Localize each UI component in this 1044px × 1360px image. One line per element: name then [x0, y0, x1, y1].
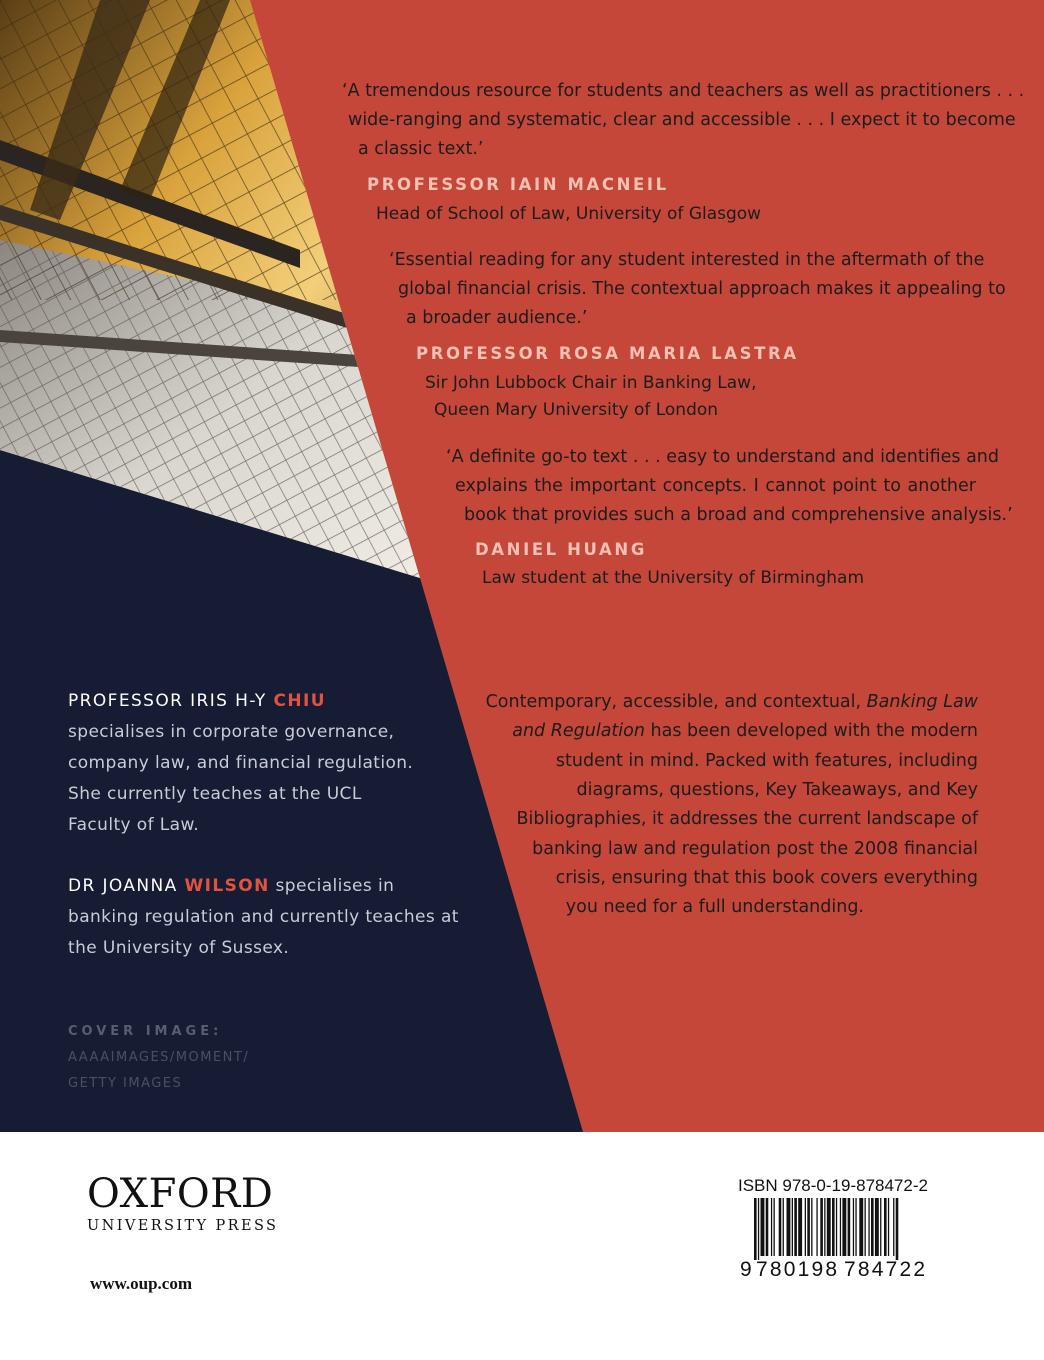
barcode-bar: [865, 1198, 866, 1256]
author-bio-line: banking regulation and currently teaches at: [68, 907, 459, 927]
quote-line: a broader audience.’: [406, 308, 588, 328]
author-bio-line: She currently teaches at the UCL: [68, 784, 362, 804]
reviewer-role: Head of School of Law, University of Glasgow: [376, 204, 762, 224]
blurb-line: banking law and regulation post the 2008 financial: [532, 839, 978, 859]
author-name: DR JOANNA: [68, 876, 185, 896]
author-bio-line: Faculty of Law.: [68, 815, 200, 835]
barcode-digit-lead: 9: [740, 1258, 752, 1281]
cover-credit-line: GETTY IMAGES: [68, 1076, 183, 1091]
barcode-bar: [783, 1198, 784, 1256]
reviewer-name: DANIEL HUANG: [475, 540, 647, 559]
barcode-bar: [758, 1198, 759, 1260]
barcode-bar: [824, 1198, 825, 1256]
blurb-line: [486, 688, 978, 717]
author-bio-line: the University of Sussex.: [68, 938, 290, 958]
barcode-digits: [740, 1258, 927, 1282]
barcode-bar: [787, 1198, 791, 1256]
quote-line: ‘A definite go-to text . . . easy to understand and identifies and: [446, 447, 1000, 467]
barcode-bar: [805, 1198, 806, 1256]
blurb-text: has been developed with the modern: [644, 721, 978, 741]
publisher-name: OXFORD: [87, 1171, 274, 1217]
barcode-bar: [779, 1198, 782, 1256]
author-name-line: [68, 871, 459, 902]
barcode-bar: [836, 1198, 837, 1256]
quote-line: ‘A tremendous resource for students and teachers as well as practitioners . . .: [342, 81, 1025, 101]
quote-line: wide-ranging and systematic, clear and accessible . . . I expect it to become: [348, 110, 1016, 130]
isbn-label: ISBN 978-0-19-878472-2: [738, 1176, 928, 1195]
cover-credit-line: AAAAIMAGES/MOMENT/: [68, 1050, 250, 1065]
blurb-line: student in mind. Packed with features, including: [555, 751, 978, 771]
blurb-line: crisis, ensuring that this book covers everything: [555, 868, 978, 888]
publisher-subname: UNIVERSITY PRESS: [87, 1218, 279, 1234]
barcode-bar: [888, 1198, 889, 1256]
barcode-bar: [827, 1198, 831, 1256]
barcode-bar: [840, 1198, 841, 1256]
review-quote: [389, 246, 1006, 333]
author-name-line: [68, 686, 413, 717]
barcode-bar: [816, 1198, 817, 1256]
barcode-digits-right: 784722: [844, 1258, 928, 1281]
author-bio: [68, 686, 413, 841]
author-bio-line: company law, and financial regulation.: [68, 753, 414, 773]
barcode-bar: [855, 1198, 856, 1256]
barcode-bar: [880, 1198, 881, 1256]
barcode-bar: [842, 1198, 846, 1256]
blurb-line: diagrams, questions, Key Takeaways, and Key: [576, 780, 978, 800]
blurb-line: [512, 717, 978, 746]
barcode-bar: [896, 1198, 899, 1260]
blurb-text: Contemporary, accessible, and contextual,: [485, 692, 867, 712]
barcode-bar: [761, 1198, 765, 1256]
barcode-bar: [893, 1198, 894, 1256]
book-title: and Regulation: [512, 721, 645, 741]
barcode-bar: [754, 1198, 757, 1260]
author-surname: CHIU: [273, 691, 326, 711]
quote-line: a classic text.’: [358, 139, 484, 159]
barcode-bar: [875, 1198, 879, 1256]
author-bio-line: specialises in corporate governance,: [68, 722, 395, 742]
barcode-bar: [832, 1198, 835, 1256]
review-quote: [446, 443, 1013, 530]
reviewer-role: Queen Mary University of London: [434, 400, 719, 420]
barcode-bar: [798, 1198, 802, 1256]
author-bio: [68, 871, 459, 964]
review-quote: [342, 77, 1025, 164]
oxford-university-press-logo: [87, 1172, 287, 1234]
barcode-bar: [794, 1198, 797, 1256]
author-name: PROFESSOR IRIS H-Y: [68, 691, 274, 711]
barcode-bar: [807, 1198, 810, 1256]
barcode-bar: [820, 1198, 823, 1256]
barcode-bar: [853, 1198, 854, 1256]
barcode-bar: [848, 1198, 851, 1256]
reviewer-name: PROFESSOR ROSA MARIA LASTRA: [416, 344, 799, 363]
barcode-bar: [884, 1198, 887, 1256]
barcode-bar: [766, 1198, 769, 1256]
publisher-url: www.oup.com: [90, 1274, 193, 1293]
reviewer-role: Law student at the University of Birmingham: [482, 568, 865, 588]
cover-credit-label: COVER IMAGE:: [68, 1024, 223, 1039]
reviewer-role: Sir John Lubbock Chair in Banking Law,: [425, 373, 757, 393]
quote-line: explains the important concepts. I cannot point to another: [455, 476, 976, 496]
quote-line: global financial crisis. The contextual approach makes it appealing to: [398, 279, 1006, 299]
barcode-bar: [868, 1198, 869, 1256]
barcode-bar: [792, 1198, 793, 1256]
barcode-icon: [740, 1198, 936, 1260]
barcode-bar: [771, 1198, 772, 1256]
quote-line: book that provides such a broad and comprehensive analysis.’: [464, 505, 1013, 525]
book-blurb: [485, 688, 978, 928]
quote-line: ‘Essential reading for any student interested in the aftermath of the: [389, 250, 985, 270]
barcode-bar: [871, 1198, 874, 1256]
barcode-bar: [811, 1198, 812, 1256]
blurb-line: you need for a full understanding.: [565, 897, 864, 917]
book-title: Banking Law: [866, 692, 978, 712]
author-surname: WILSON: [184, 876, 270, 896]
blurb-line: Bibliographies, it addresses the current landscape of: [516, 809, 978, 829]
barcode-digits-left: 780198: [756, 1258, 840, 1281]
reviewer-name: PROFESSOR IAIN MACNEIL: [367, 175, 669, 194]
barcode-bar: [859, 1198, 863, 1256]
barcode-bar: [774, 1198, 775, 1256]
author-bio-text: specialises in: [269, 876, 395, 896]
